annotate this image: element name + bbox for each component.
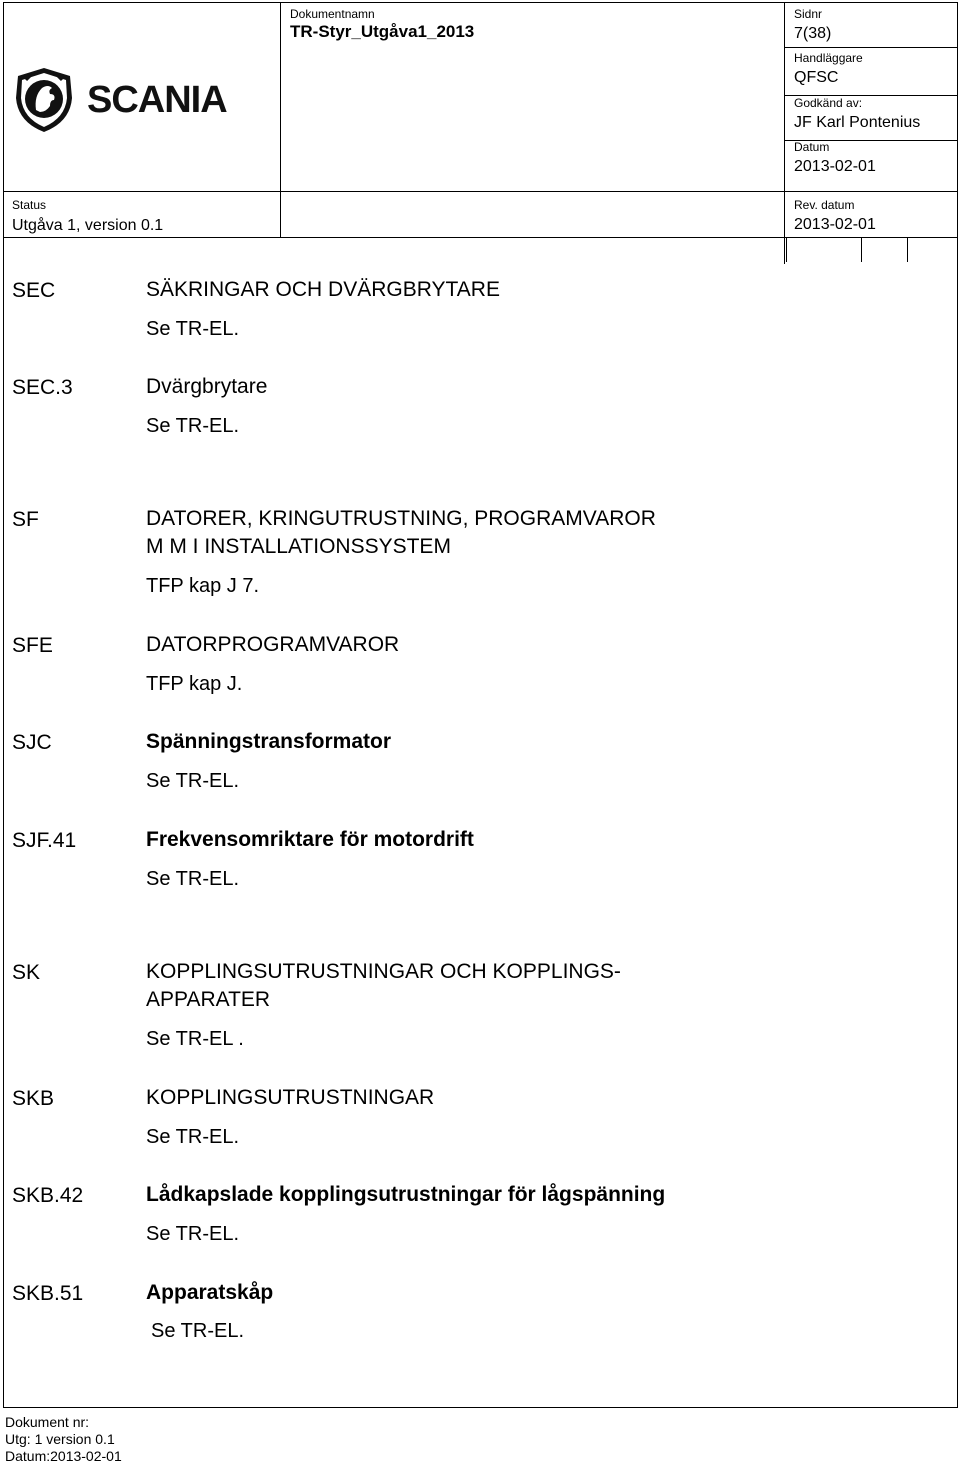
doc-name: TR-Styr_Utgåva1_2013: [290, 22, 475, 41]
header-divider: [280, 2, 281, 238]
section-title: SÄKRINGAR OCH DVÄRGBRYTARE: [146, 278, 500, 301]
approved-by: JF Karl Pontenius: [794, 114, 921, 131]
section-code: SJF.41: [12, 829, 77, 852]
section-title: Spänningstransformator: [146, 730, 392, 753]
header-divider: [784, 2, 785, 264]
section-code: SFE: [12, 634, 53, 657]
section-note: Se TR-EL.: [151, 1320, 244, 1342]
doc-name-label: Dokumentnamn: [290, 7, 375, 21]
section-title: KOPPLINGSUTRUSTNINGAR: [146, 1086, 435, 1109]
page-number: 7(38): [794, 25, 832, 42]
rev-date: 2013-02-01: [794, 216, 876, 233]
header-rule: [784, 47, 958, 48]
section-note: Se TR-EL.: [146, 415, 239, 437]
section-note: TFP kap J 7.: [146, 575, 260, 597]
scania-wordmark: [85, 80, 273, 118]
status: Utgåva 1, version 0.1: [12, 217, 164, 234]
section-title: DATORPROGRAMVAROR: [146, 633, 400, 656]
status-label: Status: [12, 198, 47, 212]
section-title: KOPPLINGSUTRUSTNINGAR OCH KOPPLINGS-: [146, 960, 621, 983]
section-title: Lådkapslade kopplingsutrustningar för lågspänning: [146, 1183, 666, 1206]
section-code: SEC: [12, 279, 56, 302]
rev-date-label: Rev. datum: [794, 198, 855, 212]
section-title: Apparatskåp: [146, 1281, 274, 1304]
section-note: Se TR-EL.: [146, 1126, 239, 1148]
section-note: Se TR-EL.: [146, 770, 239, 792]
section-note: Se TR-EL .: [146, 1028, 244, 1050]
section-code: SK: [12, 961, 41, 984]
section-note: TFP kap J.: [146, 673, 243, 695]
section-code: SF: [12, 508, 39, 531]
section-code: SKB.42: [12, 1184, 84, 1207]
section-title-continued: M M I INSTALLATIONSSYSTEM: [146, 535, 451, 558]
scania-griffin-icon: [12, 66, 76, 134]
section-title-continued: APPARATER: [146, 988, 271, 1011]
header-rule: [3, 191, 958, 192]
section-note: Se TR-EL.: [146, 318, 239, 340]
handler-label: Handläggare: [794, 51, 863, 65]
section-title: Dvärgbrytare: [146, 375, 268, 398]
handler: QFSC: [794, 69, 839, 86]
section-title: DATORER, KRINGUTRUSTNING, PROGRAMVAROR: [146, 507, 656, 530]
footer-doc-no: Dokument nr:: [5, 1414, 90, 1430]
svg-text:SCANIA: SCANIA: [87, 80, 227, 118]
section-code: SEC.3: [12, 376, 73, 399]
section-code: SJC: [12, 731, 52, 754]
footer-date: Datum:2013-02-01: [5, 1448, 122, 1464]
date: 2013-02-01: [794, 158, 876, 175]
approved-label: Godkänd av:: [794, 96, 863, 110]
section-note: Se TR-EL.: [146, 1223, 239, 1245]
section-code: SKB: [12, 1087, 55, 1110]
section-code: SKB.51: [12, 1282, 84, 1305]
footer-edition: Utg: 1 version 0.1: [5, 1431, 115, 1447]
page-label: Sidnr: [794, 7, 823, 21]
section-note: Se TR-EL.: [146, 868, 239, 890]
section-title: Frekvensomriktare för motordrift: [146, 828, 474, 851]
date-label: Datum: [794, 140, 830, 154]
